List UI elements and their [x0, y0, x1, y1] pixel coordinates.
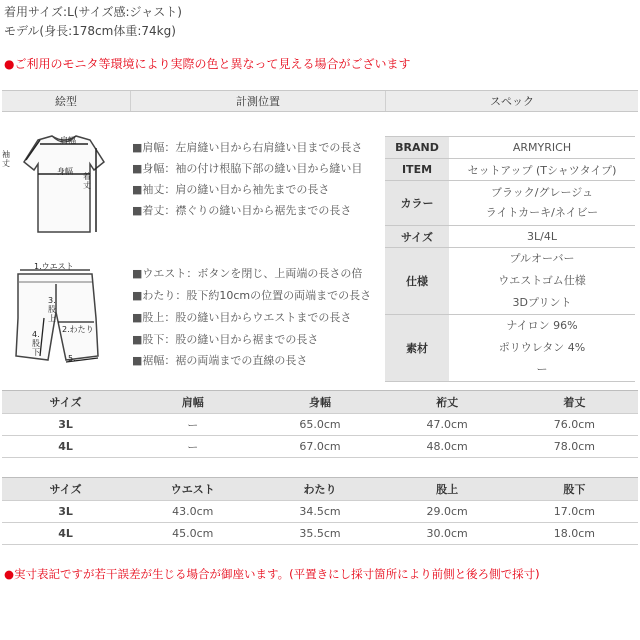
spec-material-1: ナイロン 96% [506, 319, 578, 332]
desc-length: ■着丈：襟ぐりの縫い目から裾先までの長さ [132, 204, 352, 217]
table-cell: 45.0cm [129, 523, 256, 545]
desc-thigh: ■わたり：股下約10cmの位置の両端までの長さ [132, 289, 372, 302]
shorts-label-thigh: 2.わたり [62, 325, 94, 334]
table-header-cell: サイズ [2, 478, 129, 501]
table-cell: 4L [2, 523, 129, 545]
spec-material-values [449, 315, 635, 382]
shorts-label-rise: 3.股上 [48, 296, 56, 323]
bottoms-size-table [2, 477, 638, 545]
table-header-cell: わたり [256, 478, 383, 501]
table-cell: 67.0cm [256, 436, 383, 458]
table-header-row [2, 478, 638, 501]
table-cell: 29.0cm [384, 501, 511, 523]
tshirt-label-length: 着丈 [83, 172, 91, 190]
spec-color-1: ブラック/グレージュ [490, 186, 594, 199]
desc-rise: ■股上：股の縫い目からウエストまでの長さ [132, 311, 352, 324]
table-cell: 65.0cm [256, 414, 383, 436]
spec-brand-label: BRAND [385, 137, 449, 159]
desc-inseam: ■股下：股の縫い目から裾までの長さ [132, 333, 319, 346]
header-illustration: 絵型 [2, 91, 131, 112]
table-cell: ー [129, 436, 256, 458]
spec-feature-values [449, 248, 635, 315]
spec-color-values [449, 181, 635, 226]
table-header-cell: サイズ [2, 391, 129, 414]
table-header-cell: 着丈 [511, 391, 638, 414]
desc-hem: ■裾幅：裾の両端までの直線の長さ [132, 354, 308, 367]
tshirt-label-body-width: 身幅 [57, 167, 73, 176]
spec-item-value: セットアップ (Tシャツタイプ) [449, 159, 635, 181]
table-row [2, 523, 638, 545]
desc-sleeve: ■袖丈：肩の縫い目から袖先までの長さ [132, 183, 330, 196]
tshirt-label-sleeve: 袖丈 [2, 150, 10, 168]
table-header-cell: 裄丈 [384, 391, 511, 414]
table-row [2, 414, 638, 436]
table-cell: 3L [2, 501, 129, 523]
shorts-label-waist: 1.ウエスト [34, 262, 74, 271]
table-cell: 3L [2, 414, 129, 436]
tops-size-table [2, 390, 638, 458]
table-header-cell: 股上 [384, 478, 511, 501]
table-cell: ー [129, 414, 256, 436]
table-cell: 17.0cm [511, 501, 638, 523]
table-cell: 48.0cm [384, 436, 511, 458]
spec-brand-value: ARMYRICH [449, 137, 635, 159]
table-cell: 35.5cm [256, 523, 383, 545]
shorts-label-inseam: 4.股下 [32, 330, 40, 357]
table-cell: 76.0cm [511, 414, 638, 436]
table-row [2, 501, 638, 523]
table-cell: 34.5cm [256, 501, 383, 523]
measurement-notice: ●実寸表記ですが若干誤差が生じる場合が御座います。(平置きにし採寸箇所により前側と後ろ側で採寸) [4, 567, 540, 581]
spec-feature-3: 3Dプリント [512, 296, 572, 309]
table-cell: 4L [2, 436, 129, 458]
spec-material-3: ー [536, 363, 548, 376]
table-cell: 30.0cm [384, 523, 511, 545]
spec-feature-label: 仕様 [385, 248, 449, 315]
model-size-info: 着用サイズ:L(サイズ感:ジャスト) [4, 5, 182, 19]
table-cell: 78.0cm [511, 436, 638, 458]
spec-feature-1: プルオーバー [509, 252, 575, 265]
spec-size-value: 3L/4L [449, 226, 635, 248]
section-header [2, 90, 638, 112]
spec-material-label: 素材 [385, 315, 449, 382]
table-cell: 47.0cm [384, 414, 511, 436]
desc-waist: ■ウエスト：ボタンを閉じ、上両端の長さの倍 [132, 267, 363, 280]
spec-color-label: カラー [385, 181, 449, 226]
tshirt-label-shoulder: 肩幅 [60, 136, 76, 145]
spec-color-2: ライトカーキ/ネイビー [485, 206, 599, 219]
spec-size-label: サイズ [385, 226, 449, 248]
color-notice: ●ご利用のモニタ等環境により実際の色と異なって見える場合がございます [4, 57, 411, 71]
table-header-cell: ウエスト [129, 478, 256, 501]
shorts-illustration [0, 262, 128, 372]
spec-table [385, 136, 635, 382]
table-cell: 18.0cm [511, 523, 638, 545]
spec-item-label: ITEM [385, 159, 449, 181]
table-header-cell: 股下 [511, 478, 638, 501]
model-body-info: モデル(身長:178cm体重:74kg) [4, 24, 176, 38]
shorts-label-hem: 5. [68, 354, 76, 363]
desc-shoulder: ■肩幅：左肩縫い目から右肩縫い目までの長さ [132, 141, 363, 154]
table-header-row [2, 391, 638, 414]
header-spec: スペック [386, 91, 639, 112]
table-row [2, 436, 638, 458]
spec-feature-2: ウエストゴム仕様 [498, 274, 586, 287]
desc-body-width: ■身幅：袖の付け根脇下部の縫い目から縫い目 [132, 162, 363, 175]
table-cell: 43.0cm [129, 501, 256, 523]
spec-material-2: ポリウレタン 4% [498, 341, 586, 354]
table-header-cell: 身幅 [256, 391, 383, 414]
table-header-cell: 肩幅 [129, 391, 256, 414]
header-measure: 計測位置 [131, 91, 386, 112]
